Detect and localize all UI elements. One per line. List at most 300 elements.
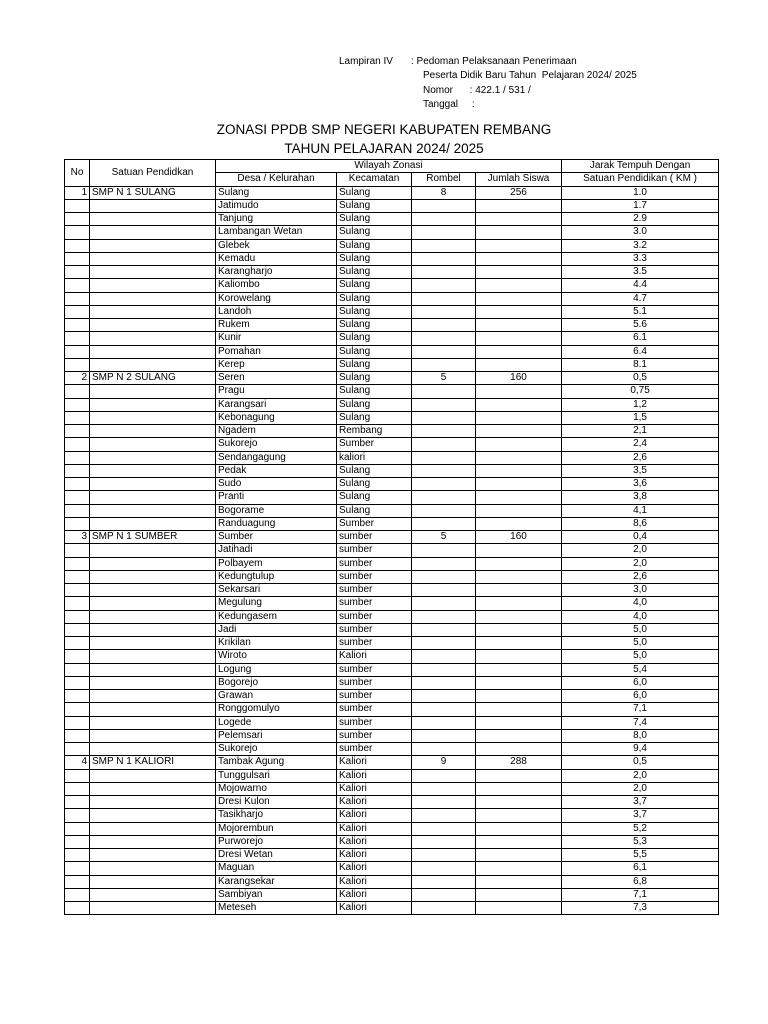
cell-no <box>65 451 90 464</box>
cell-jarak: 5,3 <box>562 835 719 848</box>
cell-jarak: 8,6 <box>562 517 719 530</box>
cell-desa: Ronggomulyo <box>216 703 337 716</box>
cell-jumlah-siswa <box>476 862 562 875</box>
cell-jarak: 4,0 <box>562 610 719 623</box>
cell-satuan-pendidikan <box>90 888 216 901</box>
cell-kecamatan: Sulang <box>337 345 412 358</box>
document-subtitle: TAHUN PELAJARAN 2024/ 2025 <box>284 141 484 156</box>
cell-desa: Purworejo <box>216 835 337 848</box>
cell-jumlah-siswa: 160 <box>476 372 562 385</box>
cell-no <box>65 319 90 332</box>
cell-no <box>65 252 90 265</box>
cell-jumlah-siswa <box>476 332 562 345</box>
cell-jarak: 5,5 <box>562 849 719 862</box>
cell-jarak: 4.4 <box>562 279 719 292</box>
cell-desa: Mojowarno <box>216 782 337 795</box>
cell-kecamatan: Kaliori <box>337 809 412 822</box>
cell-no <box>65 358 90 371</box>
cell-jumlah-siswa <box>476 663 562 676</box>
table-row <box>65 345 719 358</box>
table-row <box>65 570 719 583</box>
cell-kecamatan: Kaliori <box>337 650 412 663</box>
cell-desa: Logung <box>216 663 337 676</box>
cell-jarak: 2,0 <box>562 544 719 557</box>
cell-desa: Bogorame <box>216 504 337 517</box>
cell-no: 2 <box>65 372 90 385</box>
header-satuan-pendidikan: Satuan Pendidkan <box>90 160 216 187</box>
cell-jarak: 8,0 <box>562 729 719 742</box>
cell-rombel <box>412 822 476 835</box>
cell-desa: Karangharjo <box>216 266 337 279</box>
cell-rombel <box>412 862 476 875</box>
table-row <box>65 504 719 517</box>
cell-no <box>65 623 90 636</box>
table-row <box>65 531 719 544</box>
cell-rombel <box>412 888 476 901</box>
cell-jumlah-siswa <box>476 610 562 623</box>
cell-desa: Lambangan Wetan <box>216 226 337 239</box>
cell-rombel <box>412 663 476 676</box>
document-title: ZONASI PPDB SMP NEGERI KABUPATEN REMBANG <box>216 122 552 137</box>
cell-satuan-pendidikan <box>90 729 216 742</box>
cell-jumlah-siswa <box>476 743 562 756</box>
cell-jarak: 9,4 <box>562 743 719 756</box>
lampiran-row-1 <box>339 55 637 69</box>
cell-desa: Randuagung <box>216 517 337 530</box>
cell-jumlah-siswa <box>476 213 562 226</box>
cell-rombel <box>412 637 476 650</box>
lampiran-line-3: Nomor : 422.1 / 531 / <box>423 84 531 96</box>
cell-satuan-pendidikan <box>90 782 216 795</box>
cell-desa: Grawan <box>216 690 337 703</box>
lampiran-line-1: : Pedoman Pelaksanaan Penerimaan <box>411 56 577 67</box>
cell-jumlah-siswa <box>476 623 562 636</box>
cell-rombel <box>412 729 476 742</box>
cell-jarak: 2,6 <box>562 451 719 464</box>
cell-jarak: 4,0 <box>562 597 719 610</box>
cell-desa: Seren <box>216 372 337 385</box>
cell-jarak: 3.5 <box>562 266 719 279</box>
cell-jarak: 3.0 <box>562 226 719 239</box>
cell-jumlah-siswa <box>476 438 562 451</box>
cell-kecamatan: sumber <box>337 544 412 557</box>
cell-desa: Korowelang <box>216 292 337 305</box>
cell-rombel <box>412 411 476 424</box>
cell-rombel <box>412 213 476 226</box>
cell-jarak: 7,1 <box>562 703 719 716</box>
table-row <box>65 902 719 915</box>
cell-rombel <box>412 584 476 597</box>
cell-no <box>65 213 90 226</box>
table-row <box>65 584 719 597</box>
lampiran-line-2: Peserta Didik Baru Tahun Pelajaran 2024/ 2025 <box>423 70 637 82</box>
cell-rombel <box>412 796 476 809</box>
cell-jumlah-siswa <box>476 451 562 464</box>
cell-kecamatan: Sulang <box>337 372 412 385</box>
cell-jumlah-siswa <box>476 835 562 848</box>
lampiran-label: Lampiran IV <box>339 56 393 67</box>
table-row <box>65 769 719 782</box>
table-row <box>65 676 719 689</box>
cell-no <box>65 385 90 398</box>
cell-rombel <box>412 464 476 477</box>
cell-no <box>65 782 90 795</box>
cell-jarak: 0,5 <box>562 372 719 385</box>
table-row <box>65 252 719 265</box>
cell-jarak: 4,1 <box>562 504 719 517</box>
cell-rombel <box>412 451 476 464</box>
cell-no <box>65 239 90 252</box>
cell-satuan-pendidikan <box>90 875 216 888</box>
cell-desa: Dresi Kulon <box>216 796 337 809</box>
cell-kecamatan: Sulang <box>337 332 412 345</box>
cell-jumlah-siswa <box>476 690 562 703</box>
cell-jumlah-siswa <box>476 425 562 438</box>
cell-desa: Kerep <box>216 358 337 371</box>
cell-rombel <box>412 650 476 663</box>
cell-jarak: 3,7 <box>562 809 719 822</box>
cell-jumlah-siswa <box>476 888 562 901</box>
header-jarak-tempuh: Jarak Tempuh Dengan <box>562 160 719 173</box>
cell-satuan-pendidikan <box>90 637 216 650</box>
cell-jumlah-siswa <box>476 716 562 729</box>
cell-satuan-pendidikan <box>90 703 216 716</box>
cell-desa: Karangsekar <box>216 875 337 888</box>
cell-kecamatan: Rembang <box>337 425 412 438</box>
header-desa: Desa / Kelurahan <box>216 173 337 186</box>
cell-no <box>65 199 90 212</box>
cell-kecamatan: Sulang <box>337 252 412 265</box>
cell-kecamatan: Sulang <box>337 478 412 491</box>
cell-rombel <box>412 279 476 292</box>
cell-rombel <box>412 557 476 570</box>
cell-desa: Maguan <box>216 862 337 875</box>
cell-desa: Kebonagung <box>216 411 337 424</box>
cell-jarak: 1,2 <box>562 398 719 411</box>
cell-jumlah-siswa <box>476 902 562 915</box>
cell-rombel <box>412 517 476 530</box>
cell-desa: Jatimudo <box>216 199 337 212</box>
cell-satuan-pendidikan <box>90 690 216 703</box>
cell-jumlah-siswa <box>476 226 562 239</box>
cell-no <box>65 332 90 345</box>
cell-kecamatan: sumber <box>337 716 412 729</box>
cell-no <box>65 610 90 623</box>
cell-rombel <box>412 478 476 491</box>
cell-jarak: 1,5 <box>562 411 719 424</box>
cell-desa: Sekarsari <box>216 584 337 597</box>
cell-jumlah-siswa <box>476 239 562 252</box>
table-row <box>65 279 719 292</box>
cell-rombel <box>412 385 476 398</box>
table-row <box>65 517 719 530</box>
cell-jumlah-siswa <box>476 729 562 742</box>
cell-rombel <box>412 332 476 345</box>
cell-kecamatan: Kaliori <box>337 822 412 835</box>
cell-kecamatan: Sulang <box>337 186 412 199</box>
cell-rombel <box>412 345 476 358</box>
cell-kecamatan: Sulang <box>337 213 412 226</box>
cell-rombel <box>412 226 476 239</box>
cell-rombel: 5 <box>412 372 476 385</box>
cell-desa: Landoh <box>216 305 337 318</box>
cell-satuan-pendidikan <box>90 557 216 570</box>
cell-desa: Kemadu <box>216 252 337 265</box>
cell-jumlah-siswa <box>476 796 562 809</box>
cell-desa: Pedak <box>216 464 337 477</box>
lampiran-row-2 <box>339 69 637 83</box>
cell-kecamatan: Kaliori <box>337 888 412 901</box>
cell-kecamatan: Sulang <box>337 398 412 411</box>
cell-jumlah-siswa <box>476 809 562 822</box>
cell-jumlah-siswa <box>476 478 562 491</box>
cell-desa: Kunir <box>216 332 337 345</box>
cell-satuan-pendidikan: SMP N 2 SULANG <box>90 372 216 385</box>
table-row <box>65 411 719 424</box>
cell-satuan-pendidikan <box>90 650 216 663</box>
table-row <box>65 372 719 385</box>
cell-jarak: 5,4 <box>562 663 719 676</box>
cell-rombel <box>412 425 476 438</box>
cell-kecamatan: Kaliori <box>337 769 412 782</box>
cell-satuan-pendidikan <box>90 358 216 371</box>
cell-kecamatan: Kaliori <box>337 902 412 915</box>
cell-satuan-pendidikan <box>90 570 216 583</box>
cell-no <box>65 570 90 583</box>
cell-no <box>65 888 90 901</box>
cell-kecamatan: Kaliori <box>337 862 412 875</box>
cell-desa: Sumber <box>216 531 337 544</box>
table-row <box>65 597 719 610</box>
cell-desa: Sukorejo <box>216 743 337 756</box>
cell-no <box>65 398 90 411</box>
cell-jumlah-siswa <box>476 464 562 477</box>
cell-no <box>65 491 90 504</box>
cell-satuan-pendidikan <box>90 213 216 226</box>
cell-jumlah-siswa <box>476 491 562 504</box>
cell-jarak: 2,6 <box>562 570 719 583</box>
cell-desa: Kaliombo <box>216 279 337 292</box>
cell-no <box>65 279 90 292</box>
cell-jarak: 2,1 <box>562 425 719 438</box>
cell-desa: Tunggulsari <box>216 769 337 782</box>
cell-jarak: 6,8 <box>562 875 719 888</box>
cell-jumlah-siswa <box>476 279 562 292</box>
cell-no <box>65 796 90 809</box>
cell-satuan-pendidikan: SMP N 1 SUMBER <box>90 531 216 544</box>
cell-satuan-pendidikan <box>90 252 216 265</box>
cell-jarak: 3.2 <box>562 239 719 252</box>
cell-jarak: 2,4 <box>562 438 719 451</box>
table-row <box>65 809 719 822</box>
cell-kecamatan: Sulang <box>337 385 412 398</box>
cell-satuan-pendidikan <box>90 676 216 689</box>
cell-no <box>65 690 90 703</box>
cell-satuan-pendidikan <box>90 597 216 610</box>
cell-jumlah-siswa <box>476 570 562 583</box>
cell-jarak: 6,0 <box>562 676 719 689</box>
table-row <box>65 319 719 332</box>
cell-satuan-pendidikan <box>90 809 216 822</box>
cell-satuan-pendidikan <box>90 835 216 848</box>
header-jarak-km: Satuan Pendidikan ( KM ) <box>562 173 719 186</box>
cell-satuan-pendidikan <box>90 517 216 530</box>
cell-rombel <box>412 716 476 729</box>
cell-jumlah-siswa <box>476 199 562 212</box>
cell-jarak: 5,2 <box>562 822 719 835</box>
cell-desa: Jatihadi <box>216 544 337 557</box>
cell-no <box>65 862 90 875</box>
cell-kecamatan: Sulang <box>337 279 412 292</box>
cell-kecamatan: Sulang <box>337 292 412 305</box>
table-row <box>65 623 719 636</box>
table-row <box>65 199 719 212</box>
cell-desa: Pragu <box>216 385 337 398</box>
cell-kecamatan: sumber <box>337 531 412 544</box>
table-row <box>65 491 719 504</box>
cell-desa: Sulang <box>216 186 337 199</box>
cell-kecamatan: sumber <box>337 690 412 703</box>
cell-satuan-pendidikan <box>90 345 216 358</box>
cell-kecamatan: Kaliori <box>337 875 412 888</box>
cell-desa: Bogorejo <box>216 676 337 689</box>
table-row <box>65 822 719 835</box>
cell-rombel <box>412 292 476 305</box>
table-row <box>65 292 719 305</box>
cell-desa: Dresi Wetan <box>216 849 337 862</box>
table-row <box>65 332 719 345</box>
cell-jarak: 2,0 <box>562 557 719 570</box>
cell-no <box>65 809 90 822</box>
lampiran-row-3 <box>339 84 637 98</box>
cell-satuan-pendidikan <box>90 226 216 239</box>
cell-no <box>65 743 90 756</box>
cell-desa: Sukorejo <box>216 438 337 451</box>
cell-satuan-pendidikan <box>90 544 216 557</box>
cell-jarak: 3,7 <box>562 796 719 809</box>
cell-satuan-pendidikan <box>90 279 216 292</box>
cell-no <box>65 716 90 729</box>
cell-no <box>65 849 90 862</box>
cell-jumlah-siswa: 160 <box>476 531 562 544</box>
cell-jumlah-siswa <box>476 305 562 318</box>
cell-kecamatan: Sulang <box>337 358 412 371</box>
table-row <box>65 544 719 557</box>
cell-satuan-pendidikan <box>90 398 216 411</box>
cell-desa: Pelemsari <box>216 729 337 742</box>
cell-satuan-pendidikan <box>90 199 216 212</box>
cell-kecamatan: Sulang <box>337 239 412 252</box>
cell-jarak: 0,4 <box>562 531 719 544</box>
cell-rombel <box>412 266 476 279</box>
cell-rombel <box>412 491 476 504</box>
cell-desa: Sendangagung <box>216 451 337 464</box>
cell-kecamatan: Sulang <box>337 319 412 332</box>
cell-no <box>65 345 90 358</box>
table-row <box>65 862 719 875</box>
table-row <box>65 835 719 848</box>
cell-desa: Tasikharjo <box>216 809 337 822</box>
cell-kecamatan: Sulang <box>337 305 412 318</box>
table-row <box>65 425 719 438</box>
cell-jarak: 6.4 <box>562 345 719 358</box>
cell-rombel <box>412 504 476 517</box>
cell-jumlah-siswa <box>476 676 562 689</box>
cell-no: 4 <box>65 756 90 769</box>
cell-satuan-pendidikan <box>90 266 216 279</box>
cell-satuan-pendidikan <box>90 292 216 305</box>
cell-jarak: 1.7 <box>562 199 719 212</box>
cell-rombel <box>412 610 476 623</box>
cell-jumlah-siswa <box>476 252 562 265</box>
cell-rombel <box>412 809 476 822</box>
cell-satuan-pendidikan <box>90 796 216 809</box>
cell-rombel <box>412 570 476 583</box>
cell-kecamatan: sumber <box>337 703 412 716</box>
cell-no <box>65 478 90 491</box>
cell-satuan-pendidikan <box>90 319 216 332</box>
cell-satuan-pendidikan <box>90 716 216 729</box>
cell-jumlah-siswa <box>476 385 562 398</box>
cell-satuan-pendidikan <box>90 411 216 424</box>
cell-no <box>65 902 90 915</box>
table-row <box>65 239 719 252</box>
cell-jarak: 3,0 <box>562 584 719 597</box>
cell-kecamatan: sumber <box>337 743 412 756</box>
table-row <box>65 266 719 279</box>
cell-jarak: 3,6 <box>562 478 719 491</box>
cell-kecamatan: Sumber <box>337 438 412 451</box>
cell-desa: Sudo <box>216 478 337 491</box>
table-row <box>65 464 719 477</box>
cell-satuan-pendidikan: SMP N 1 KALIORI <box>90 756 216 769</box>
cell-satuan-pendidikan <box>90 663 216 676</box>
cell-rombel <box>412 319 476 332</box>
cell-kecamatan: Sulang <box>337 226 412 239</box>
cell-jumlah-siswa <box>476 398 562 411</box>
table-row <box>65 888 719 901</box>
cell-jumlah-siswa <box>476 544 562 557</box>
cell-rombel <box>412 690 476 703</box>
cell-kecamatan: sumber <box>337 663 412 676</box>
cell-jarak: 6,0 <box>562 690 719 703</box>
cell-kecamatan: Kaliori <box>337 756 412 769</box>
cell-desa: Jadi <box>216 623 337 636</box>
cell-satuan-pendidikan: SMP N 1 SULANG <box>90 186 216 199</box>
cell-no <box>65 637 90 650</box>
cell-jarak: 2,0 <box>562 769 719 782</box>
table-row <box>65 226 719 239</box>
cell-no <box>65 544 90 557</box>
cell-desa: Pomahan <box>216 345 337 358</box>
cell-no <box>65 557 90 570</box>
cell-desa: Megulung <box>216 597 337 610</box>
cell-no <box>65 875 90 888</box>
cell-rombel: 5 <box>412 531 476 544</box>
cell-no <box>65 676 90 689</box>
cell-kecamatan: sumber <box>337 729 412 742</box>
cell-rombel <box>412 544 476 557</box>
cell-satuan-pendidikan <box>90 902 216 915</box>
cell-jumlah-siswa <box>476 597 562 610</box>
table-row <box>65 875 719 888</box>
cell-jarak: 7,1 <box>562 888 719 901</box>
cell-satuan-pendidikan <box>90 769 216 782</box>
cell-jumlah-siswa <box>476 584 562 597</box>
cell-jarak: 3,5 <box>562 464 719 477</box>
cell-jarak: 6,1 <box>562 862 719 875</box>
table-row <box>65 451 719 464</box>
